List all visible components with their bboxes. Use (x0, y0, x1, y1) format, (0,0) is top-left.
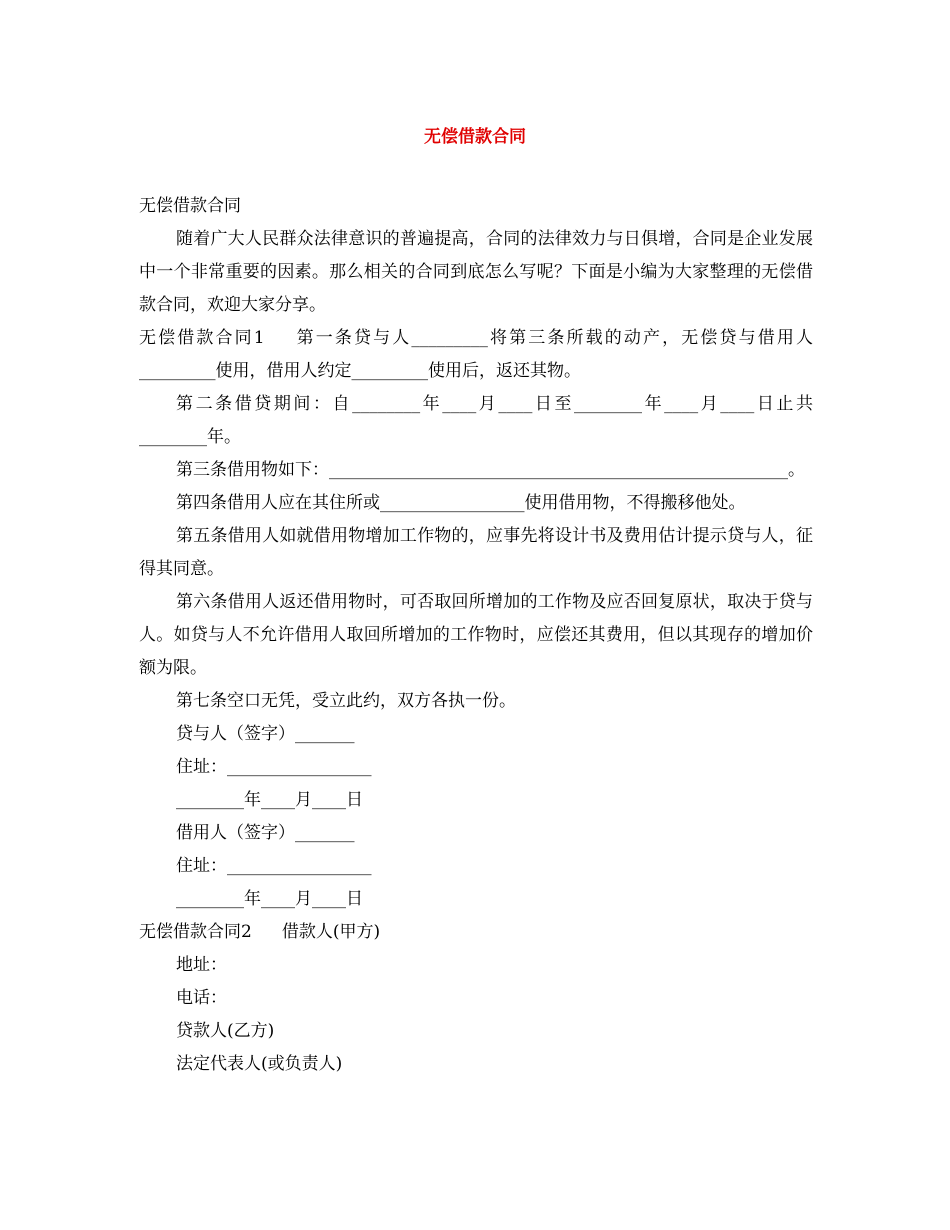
contract-2-heading: 无偿借款合同2 (139, 922, 252, 942)
borrower-party-a: 借款人(甲方) (281, 922, 381, 942)
address-label: 地址： (176, 955, 227, 975)
contract-2-heading-line (139, 916, 813, 949)
lender-signature: 贷与人（签字）_______ (176, 724, 355, 744)
clause-3: 第三条借用物如下：______________________________________________________。 (176, 460, 805, 480)
document-body (139, 190, 813, 1081)
clause-5: 第五条借用人如就借用物增加工作物的，应事先将设计书及费用估计提示贷与人，征得其同意。 (139, 526, 813, 579)
clause-4: 第四条借用人应在其住所或_________________使用借用物，不得搬移他处。 (176, 493, 746, 513)
legal-representative-label: 法定代表人(或负责人) (176, 1054, 343, 1074)
contract-1-heading: 无偿借款合同1 (139, 328, 265, 348)
lender-address: 住址：_________________ (176, 757, 372, 777)
clause-7: 第七条空口无凭，受立此约，双方各执一份。 (176, 691, 516, 711)
clause-6: 第六条借用人返还借用物时，可否取回所增加的工作物及应否回复原状，取决于贷与人。如贷与人不允许借用人取回所增加的工作物时，应偿还其费用，但以其现存的增加价额为限。 (139, 592, 813, 678)
contract-1-clause-1 (139, 322, 813, 388)
clause-1-text: 第一条贷与人_________将第三条所载的动产，无偿贷与借用人_________使用，借用人约定_________使用后，返还其物。 (139, 328, 813, 381)
lender-date: ________年____月____日 (176, 790, 363, 810)
section-heading: 无偿借款合同 (139, 196, 241, 216)
intro-paragraph: 随着广大人民群众法律意识的普遍提高，合同的法律效力与日俱增，合同是企业发展中一个非常重要的因素。那么相关的合同到底怎么写呢？下面是小编为大家整理的无偿借款合同，欢迎大家分享。 (139, 229, 813, 315)
borrower-address: 住址：_________________ (176, 856, 372, 876)
phone-label: 电话： (176, 988, 227, 1008)
borrower-date: ________年____月____日 (176, 889, 363, 909)
document-title: 无偿借款合同 (424, 127, 526, 147)
borrower-signature: 借用人（签字）_______ (176, 823, 355, 843)
lender-party-b: 贷款人(乙方) (176, 1021, 275, 1041)
clause-2: 第二条借贷期间：自________年____月____日至________年____月____日止共________年。 (139, 394, 813, 447)
